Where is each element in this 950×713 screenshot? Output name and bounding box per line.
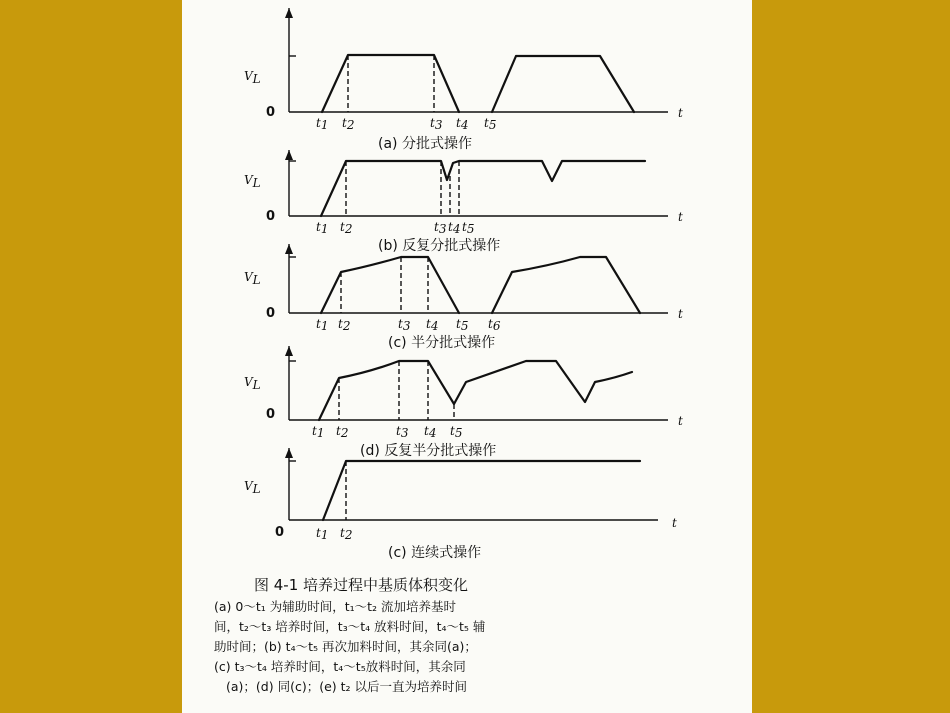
volume-curve: [322, 55, 459, 112]
figure-note-line: 助时间；(b) t₄～t₅ 再次加料时间，其余同(a)；: [214, 639, 477, 654]
panel-d: [244, 346, 683, 459]
tick-t3: t3: [398, 317, 411, 333]
tick-t4: t4: [448, 220, 461, 236]
origin-label: 0: [266, 306, 276, 321]
tick-t1: t1: [316, 526, 329, 542]
tick-t2: t2: [340, 526, 353, 542]
volume-curve: [323, 461, 640, 520]
tick-t2: t2: [338, 317, 351, 333]
figure-title: 图 4-1 培养过程中基质体积变化: [254, 576, 469, 594]
x-axis-label: t: [678, 414, 683, 428]
tick-t3: t3: [430, 116, 443, 132]
panel-c: [244, 244, 683, 351]
figure-note-line: (a)；(d) 同(c)；(e) t₂ 以后一直为培养时间: [226, 679, 468, 694]
panel-caption: (a) 分批式操作: [378, 136, 472, 152]
y-axis-arrow: [285, 346, 293, 356]
volume-curve: [321, 161, 645, 216]
volume-curve: [321, 257, 459, 313]
x-axis-label: t: [678, 106, 683, 120]
figure-note-line: (a) 0～t₁ 为辅助时间，t₁～t₂ 流加培养基时: [214, 599, 457, 614]
tick-t1: t1: [312, 424, 325, 440]
volume-curve-next-batch: [492, 257, 640, 313]
panel-caption: (b) 反复分批式操作: [378, 238, 501, 254]
y-axis-arrow: [285, 8, 293, 18]
panel-a: [244, 8, 683, 152]
y-axis-arrow: [285, 448, 293, 458]
tick-t5: t5: [484, 116, 497, 132]
tick-t1: t1: [316, 317, 329, 333]
tick-t5: t5: [462, 220, 475, 236]
y-axis-arrow: [285, 150, 293, 160]
figure-caption: [214, 576, 485, 694]
y-axis-label: VL: [244, 270, 261, 287]
tick-t3: t3: [396, 424, 409, 440]
y-axis-arrow: [285, 244, 293, 254]
tick-t4: t4: [426, 317, 439, 333]
panel-caption: (c) 半分批式操作: [388, 335, 496, 351]
tick-t2: t2: [340, 220, 353, 236]
tick-t2: t2: [336, 424, 349, 440]
origin-label: 0: [266, 407, 276, 422]
x-axis-label: t: [672, 516, 677, 530]
tick-t6: t6: [488, 317, 501, 333]
panel-caption: (c) 连续式操作: [388, 545, 482, 561]
x-axis-label: t: [678, 210, 683, 224]
x-axis-label: t: [678, 307, 683, 321]
tick-t3: t3: [434, 220, 447, 236]
y-axis-label: VL: [244, 69, 261, 86]
tick-t1: t1: [316, 220, 329, 236]
tick-t2: t2: [342, 116, 355, 132]
tick-t4: t4: [456, 116, 469, 132]
origin-label: 0: [266, 105, 276, 120]
tick-t1: t1: [316, 116, 329, 132]
y-axis-label: VL: [244, 479, 261, 496]
volume-curve-next-batch: [492, 56, 634, 112]
y-axis-label: VL: [244, 173, 261, 190]
origin-label: 0: [266, 209, 276, 224]
tick-t4: t4: [424, 424, 437, 440]
tick-t5: t5: [450, 424, 463, 440]
panel-e: [244, 448, 677, 561]
figure-note-line: (c) t₃～t₄ 培养时间，t₄～t₅放料时间，其余同: [214, 659, 466, 674]
panel-b: [244, 150, 683, 254]
figure-note-line: 间，t₂～t₃ 培养时间，t₃～t₄ 放料时间，t₄～t₅ 辅: [214, 619, 486, 634]
y-axis-label: VL: [244, 375, 261, 392]
volume-curve: [319, 361, 632, 420]
tick-t5: t5: [456, 317, 469, 333]
panel-caption: (d) 反复半分批式操作: [360, 443, 497, 459]
origin-label: 0: [275, 525, 285, 540]
